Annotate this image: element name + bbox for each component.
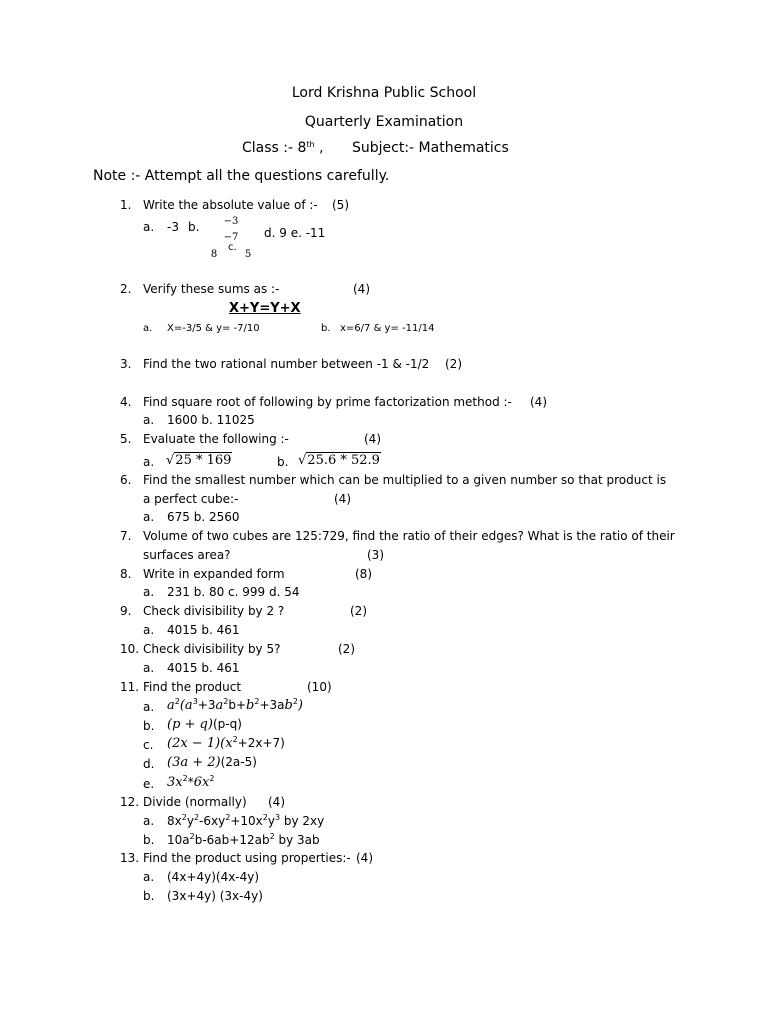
product-expression: (p + q)(p-q) [167, 717, 242, 732]
fraction-denominator: 8 [210, 249, 218, 260]
school-name: Lord Krishna Public School [291, 85, 477, 101]
question-marks: (10) [307, 680, 332, 694]
option-value: 675 b. 2560 [167, 510, 240, 524]
sqrt-expression: √25 * 169 [166, 453, 232, 468]
question-text: surfaces area? [143, 548, 231, 562]
question-text: Divide (normally) [143, 795, 247, 809]
question-number: 1. [120, 198, 132, 212]
option-label: a. [143, 585, 155, 599]
option-label: b. [143, 833, 155, 847]
question-marks: (4) [364, 432, 381, 446]
question-marks: (2) [338, 642, 355, 656]
option-label: a. [143, 455, 155, 469]
exam-title: Quarterly Examination [304, 114, 464, 130]
product-expression: $(2x - 1)(x^2+2x+7)$ [167, 735, 285, 751]
question-marks: (4) [530, 395, 547, 409]
option-label: d. [143, 757, 155, 771]
question-marks: (4) [353, 282, 370, 296]
question-text: Find square root of following by prime factorization method :- [143, 395, 512, 409]
question-text: Find the two rational number between -1 & -1/2 [143, 357, 430, 371]
question-text: Find the product [143, 680, 242, 694]
option-label: b. [277, 455, 289, 469]
option-label: b. [188, 220, 200, 234]
question-text: Find the smallest number which can be multiplied to a given number so that product is [143, 473, 667, 487]
question-number: 8. [120, 567, 132, 581]
equation: X+Y=Y+X [229, 301, 301, 316]
option-value: 4015 b. 461 [167, 661, 240, 675]
option-value: (4x+4y)(4x-4y) [167, 870, 260, 884]
option-label: a. [143, 323, 153, 334]
question-number: 11. [120, 680, 140, 694]
question-text: Check divisibility by 2 ? [143, 604, 285, 618]
question-text: Write the absolute value of :- [143, 198, 318, 212]
option-label: c. [228, 242, 237, 253]
option-label: a. [143, 700, 155, 714]
question-number: 10. [120, 642, 140, 656]
option-value: -3 [167, 220, 179, 234]
question-text: Find the product using properties:- [143, 851, 351, 865]
fraction-numerator: −3 [223, 216, 239, 227]
question-text: Verify these sums as :- [143, 282, 280, 296]
option-label: e. [143, 777, 155, 791]
fraction-numerator: −7 [223, 232, 239, 243]
division-expression: $8x^2y^2-6xy^2+10x^2y^3$ by 2xy [167, 813, 325, 828]
option-value: 1600 b. 11025 [167, 413, 255, 427]
question-text: Write in expanded form [143, 567, 285, 581]
option-value: X=-3/5 & y= -7/10 [167, 323, 260, 334]
question-number: 2. [120, 282, 132, 296]
question-marks: (4) [268, 795, 285, 809]
option-label: a. [143, 413, 155, 427]
option-label: a. [143, 510, 155, 524]
option-value: 4015 b. 461 [167, 623, 240, 637]
option-label: c. [143, 738, 154, 752]
option-label: b. [143, 719, 155, 733]
question-text: Check divisibility by 5? [143, 642, 281, 656]
option-label: a. [143, 814, 155, 828]
question-number: 12. [120, 795, 140, 809]
question-text: Evaluate the following :- [143, 432, 289, 446]
division-expression: $10a^2b-6ab+12ab^2$ by 3ab [167, 832, 320, 847]
product-expression: $3x^2*6x^2$ [167, 774, 215, 790]
option-value: (3x+4y) (3x-4y) [167, 889, 263, 903]
question-marks: (2) [350, 604, 367, 618]
subject-label: Subject:- Mathematics [352, 140, 509, 156]
question-marks: (8) [355, 567, 372, 581]
option-value: 231 b. 80 c. 999 d. 54 [167, 585, 300, 599]
question-marks: (4) [334, 492, 351, 506]
question-number: 6. [120, 473, 132, 487]
option-label: a. [143, 870, 155, 884]
option-label: a. [143, 220, 155, 234]
question-number: 3. [120, 357, 132, 371]
question-number: 4. [120, 395, 132, 409]
option-label: b. [143, 889, 155, 903]
question-number: 7. [120, 529, 132, 543]
question-text: a perfect cube:- [143, 492, 239, 506]
note: Note :- Attempt all the questions carefully. [93, 168, 390, 184]
question-marks: (5) [332, 198, 349, 212]
option-label: b. [321, 323, 331, 334]
option-value: x=6/7 & y= -11/14 [340, 323, 435, 334]
question-number: 5. [120, 432, 132, 446]
sqrt-expression: √25.6 * 52.9 [298, 453, 380, 468]
fraction-denominator: 5 [244, 249, 252, 260]
question-number: 13. [120, 851, 140, 865]
class-label: Class :- 8th , [242, 140, 324, 156]
question-marks: (3) [367, 548, 384, 562]
product-expression: (3a + 2)(2a-5) [167, 755, 257, 770]
option-values: d. 9 e. -11 [264, 226, 326, 240]
product-expression: $a^2(a^3+3a^2b+b^2+3ab^2)$ [167, 697, 303, 713]
question-marks: (4) [356, 851, 373, 865]
option-label: a. [143, 623, 155, 637]
question-number: 9. [120, 604, 132, 618]
question-text: Volume of two cubes are 125:729, find the ratio of their edges? What is the ratio of their [143, 529, 675, 543]
option-label: a. [143, 661, 155, 675]
question-marks: (2) [445, 357, 462, 371]
